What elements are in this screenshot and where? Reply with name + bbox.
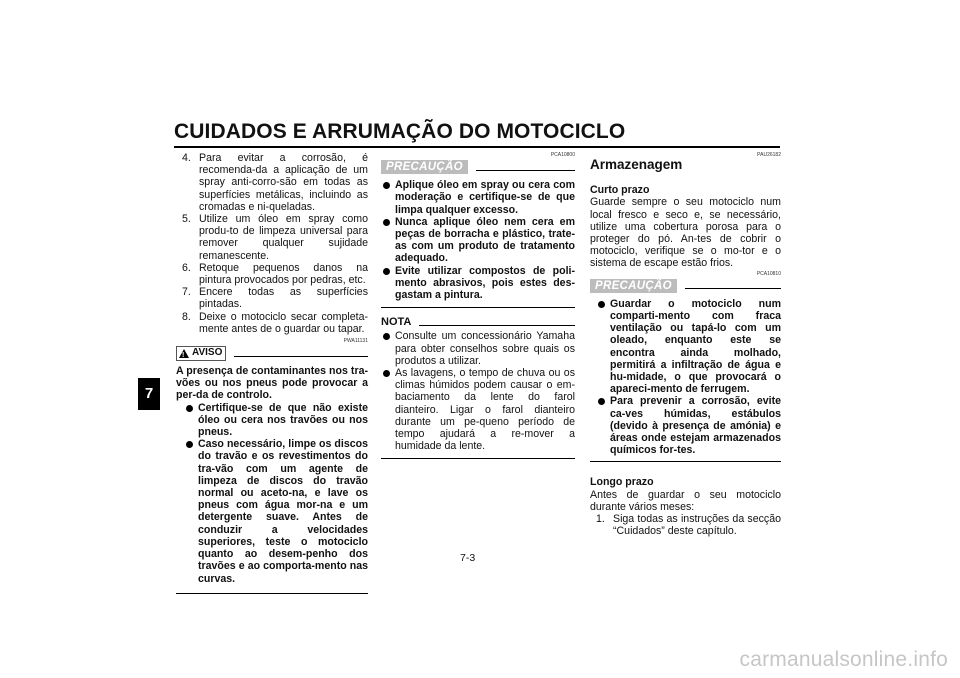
caution-badge: PRECAUÇÃO — [381, 160, 468, 174]
caution-code: PCA10810 — [756, 270, 781, 277]
list-item — [590, 513, 781, 537]
note-label: NOTA — [381, 316, 412, 329]
bullet-text: Nunca aplique óleo nem cera em peças de borracha e plástico, trate-as com um produto de tratamento adequado. — [395, 215, 575, 265]
list-item — [176, 262, 368, 286]
warning-header-rule — [234, 356, 368, 357]
warning-badge — [176, 346, 226, 361]
step-text: Deixe o motociclo secar completa-mente antes de o guardar ou tapar. — [199, 310, 368, 335]
step-text: Para evitar a corrosão, é recomenda-da a aplicação de um spray anti-corro-são em todas as superfícies metálicas, incluindo as cromadas e ni-queladas. — [199, 152, 368, 213]
bullet-icon — [383, 370, 390, 377]
step-text: Retoque pequenos danos na pintura provocados por pedras, etc. — [199, 261, 368, 287]
warning-bullets — [184, 402, 368, 585]
warning-code: PWA11131 — [343, 338, 368, 345]
list-item — [176, 152, 368, 213]
step-text: Utilize um óleo em spray como produ-to de limpeza universal para remover qualquer sujidade remanescente. — [199, 213, 368, 262]
warning-label: AVISO — [192, 347, 223, 359]
bullet-icon — [186, 441, 193, 448]
bullet-text: Para prevenir a corrosão, evite ca-ves húmidas, estábulos (devido à presença de amónia) e áreas onde estejam armazenados químicos for-tes. — [610, 395, 781, 457]
warning-intro: A presença de contaminantes nos tra-vões ou nos pneus pode provocar a per-da de controlo. — [176, 365, 368, 402]
list-item — [184, 402, 368, 439]
list-item — [176, 286, 368, 310]
note-bullets — [381, 330, 575, 452]
note-header — [381, 316, 575, 328]
warning-end-rule — [176, 593, 368, 594]
chapter-tab: 7 — [138, 378, 160, 410]
caution-end-rule — [590, 461, 781, 462]
list-item — [176, 213, 368, 262]
list-item — [381, 216, 575, 265]
column-3 — [590, 152, 781, 537]
step-number: 4. — [182, 152, 191, 164]
column-1 — [176, 152, 368, 594]
bullet-text: As lavagens, o tempo de chuva ou os climas húmidos podem causar o em-baciamento da lente do farol dianteiro. Ligar o farol dianteiro durante um pe-queno período de tempo ajudará a re-mover a humidade da lente. — [395, 367, 575, 453]
warning-triangle-icon — [179, 349, 189, 358]
note-end-rule — [381, 458, 575, 459]
long-term-steps — [590, 513, 781, 537]
section-code: PAU26182 — [757, 152, 781, 158]
caution-header-rule — [476, 170, 575, 171]
caution-bullets — [596, 298, 781, 457]
warning-header — [176, 346, 368, 361]
bullet-icon — [383, 182, 390, 189]
list-item — [381, 367, 575, 452]
bullet-icon — [598, 398, 605, 405]
bullet-text: Aplique óleo em spray ou cera com moderação e certifique-se de que limpa qualquer excesso. — [395, 179, 575, 216]
bullet-text: Certifique-se de que não existe óleo ou cera nos travões ou nos pneus. — [198, 401, 368, 439]
caution-header — [381, 160, 575, 174]
bullet-text: Guardar o motociclo num comparti-mento com fraca ventilação ou tapá-lo com um oleado, enquanto este se encontra ainda molhado, permitirá a infiltração de água e hu-midade, o que provocará o apareci-mento de ferrugem. — [610, 297, 781, 396]
watermark: carmanualsonline.info — [739, 648, 948, 671]
step-number: 1. — [596, 513, 605, 526]
step-text: Siga todas as instruções da secção “Cuidados” deste capítulo. — [613, 513, 781, 538]
caution-badge: PRECAUÇÃO — [590, 279, 677, 293]
bullet-icon — [186, 405, 193, 412]
page-title: CUIDADOS E ARRUMAÇÃO DO MOTOCICLO — [174, 120, 626, 143]
bullet-icon — [383, 268, 390, 275]
list-item — [176, 311, 368, 335]
list-item — [596, 298, 781, 396]
long-term-text: Antes de guardar o seu motociclo durante vários meses: — [590, 488, 781, 513]
bullet-text: Consulte um concessionário Yamaha para obter conselhos sobre quais os produtos a utilizar. — [395, 330, 575, 367]
steps-list — [176, 152, 368, 335]
step-number: 5. — [182, 213, 191, 226]
page-number: 7-3 — [460, 552, 476, 564]
bullet-icon — [383, 219, 390, 226]
bullet-text: Evite utilizar compostos de poli-mento abrasivos, pois estes des-gastam a pintura. — [395, 264, 575, 302]
list-item — [596, 395, 781, 456]
caution-bullets — [381, 179, 575, 301]
list-item — [381, 265, 575, 302]
bullet-text: Caso necessário, limpe os discos do travão e os revestimentos do tra-vão com um agente de limpeza de discos do travão normal ou aceto-na, e lave os pneus com água mor-na e um detergente suave. Antes de conduzir a velocidades superiores, teste o motociclo quanto ao desem-penho dos travões e ao comporta-mento nas curvas. — [198, 438, 368, 585]
step-number: 7. — [182, 286, 191, 299]
note-header-rule — [419, 325, 575, 326]
caution-header — [590, 279, 781, 293]
bullet-icon — [598, 301, 605, 308]
list-item — [381, 179, 575, 216]
column-2 — [381, 152, 575, 459]
list-item — [381, 330, 575, 367]
caution-end-rule — [381, 307, 575, 308]
title-rule — [174, 146, 780, 148]
bullet-icon — [383, 333, 390, 340]
step-text: Encere todas as superfícies pintadas. — [199, 286, 368, 311]
short-term-title: Curto prazo — [590, 184, 650, 197]
caution-code: PCA10800 — [550, 152, 575, 158]
step-number: 6. — [182, 261, 191, 274]
step-number: 8. — [182, 310, 191, 323]
section-title: Armazenagem — [590, 157, 683, 172]
short-term-text: Guarde sempre o seu motociclo num local fresco e seco e, se necessário, utilize uma cobertura porosa para o proteger do pó. An-tes de cobrir o motociclo, verifique se o mo-tor e o sistema de escape estão frios. — [590, 196, 781, 270]
long-term-title: Longo prazo — [590, 476, 654, 489]
caution-header-rule — [685, 288, 781, 289]
list-item — [184, 438, 368, 584]
